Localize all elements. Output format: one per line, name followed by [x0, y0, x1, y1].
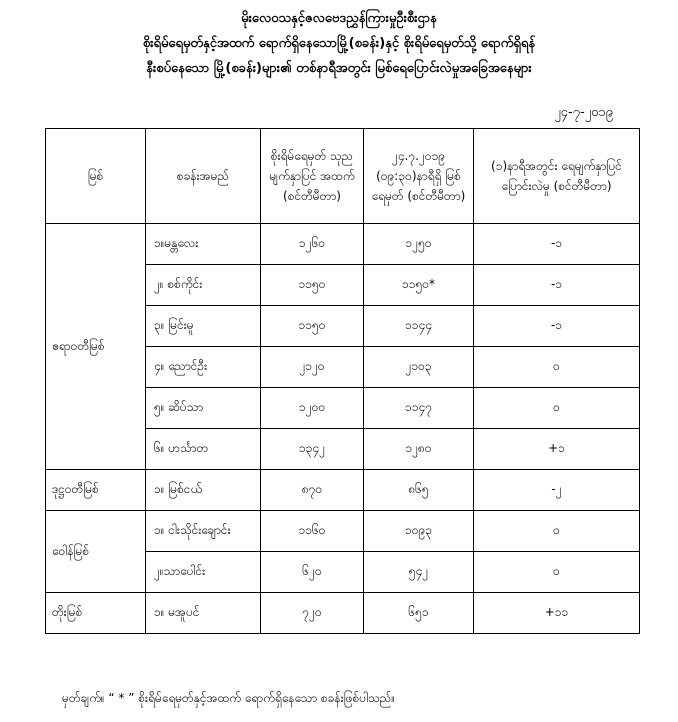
table-row: [46, 470, 640, 511]
danger-level: ၁၃၄၂: [261, 429, 364, 470]
station-name: ၄။ ညောင်ဦး: [146, 347, 261, 388]
current-level: ၁၂၈၀: [364, 429, 474, 470]
table-row: [46, 224, 640, 265]
table-row: [46, 593, 640, 634]
station-name: ၂။သာပေါင်း: [146, 552, 261, 593]
danger-level: ၁၂၀၀: [261, 388, 364, 429]
station-name: ၁။မန္တလေး: [146, 224, 261, 265]
danger-level: ၁၁၆၀: [261, 511, 364, 552]
river-level-table: [45, 128, 640, 634]
danger-level: ၂၁၂၀: [261, 347, 364, 388]
current-level: ၂၁၀၃: [364, 347, 474, 388]
river-name: တိုးမြစ်: [46, 593, 146, 634]
hourly-change: ၀: [474, 388, 640, 429]
danger-level: ၈၇၀: [261, 470, 364, 511]
header-line-1: မိုးလေဝသနှင့်ဇလဗေဒညွှန်ကြားမှုဦးစီးဌာန: [241, 11, 437, 26]
header-station: စခန်းအမည်: [146, 129, 261, 224]
header-line-3: နီးစပ်နေသော မြို့(စခန်း)များ၏ တစ်နာရီအတွင်း မြစ်ရေပြောင်းလဲမှုအခြေအနေများ: [146, 61, 532, 76]
current-level: ၈၆၅: [364, 470, 474, 511]
river-name: ဒုဋ္ဌဝတီမြစ်: [46, 470, 146, 511]
header-danger-level: စိုးရိမ်ရေမှတ် သုညမျက်နှာပြင် အထက် (စင်တီမီတာ): [261, 129, 364, 224]
hourly-change: -၁: [474, 265, 640, 306]
river-name: ဝေါန်မြစ်: [46, 511, 146, 593]
hourly-change: -၁: [474, 306, 640, 347]
station-name: ၃။ မြင်းမူ: [146, 306, 261, 347]
header-hourly-change: (၁)နာရီအတွင်း ရေမျက်နှာပြင်ပြောင်းလဲမှု (စင်တီမီတာ): [474, 129, 640, 224]
document-header: [0, 6, 678, 81]
danger-level: ၁၁၅၀: [261, 265, 364, 306]
danger-level: ၇၂၀: [261, 593, 364, 634]
danger-level: ၁၂၆၀: [261, 224, 364, 265]
current-level: ၅၄၂: [364, 552, 474, 593]
report-date: ၂၄-၇-၂၀၁၉: [554, 105, 613, 120]
river-name: ဧရာဝတီမြစ်: [46, 224, 146, 470]
hourly-change: ၀: [474, 552, 640, 593]
table-row: [46, 511, 640, 552]
station-name: ၁။ မအူပင်: [146, 593, 261, 634]
table-header-row: [46, 129, 640, 224]
header-river: မြစ်: [46, 129, 146, 224]
station-name: ၂။ စစ်ကိုင်း: [146, 265, 261, 306]
current-level: ၁၂၅၀: [364, 224, 474, 265]
current-level: ၁၁၄၇: [364, 388, 474, 429]
hourly-change: +၁၁: [474, 593, 640, 634]
header-line-2: စိုးရိမ်ရေမှတ်နှင့်အထက် ရောက်ရှိနေသောမြို့(စခန်း)နှင့် စိုးရိမ်ရေမှတ်သို့ ရောက်ရှိရန်: [142, 36, 536, 51]
station-name: ၆။ ဟင်္သာတ: [146, 429, 261, 470]
hourly-change: +၁: [474, 429, 640, 470]
station-name: ၁။ မြစ်ငယ်: [146, 470, 261, 511]
header-current-level: ၂၄.၇.၂၀၁၉ (၀၉:၃၀)နာရီရှိ မြစ်ရေမှတ် (စင်တီမီတာ): [364, 129, 474, 224]
footnote: မှတ်ချက်။ “ * ” စိုးရိမ်ရေမှတ်နှင့်အထက် ရောက်ရှိနေသော စခန်းဖြစ်ပါသည်။: [62, 691, 395, 705]
danger-level: ၆၂၀: [261, 552, 364, 593]
danger-level: ၁၁၅၀: [261, 306, 364, 347]
current-level: ၁၀၉၃: [364, 511, 474, 552]
station-name: ၅။ ဆိပ်သာ: [146, 388, 261, 429]
hourly-change: ၀: [474, 347, 640, 388]
current-level: ၆၅၁: [364, 593, 474, 634]
current-level: ၁၁၄၄: [364, 306, 474, 347]
current-level: ၁၁၅၀*: [364, 265, 474, 306]
hourly-change: -၁: [474, 224, 640, 265]
hourly-change: ၀: [474, 511, 640, 552]
hourly-change: -၂: [474, 470, 640, 511]
station-name: ၁။ ငါးသိုင်းချောင်း: [146, 511, 261, 552]
